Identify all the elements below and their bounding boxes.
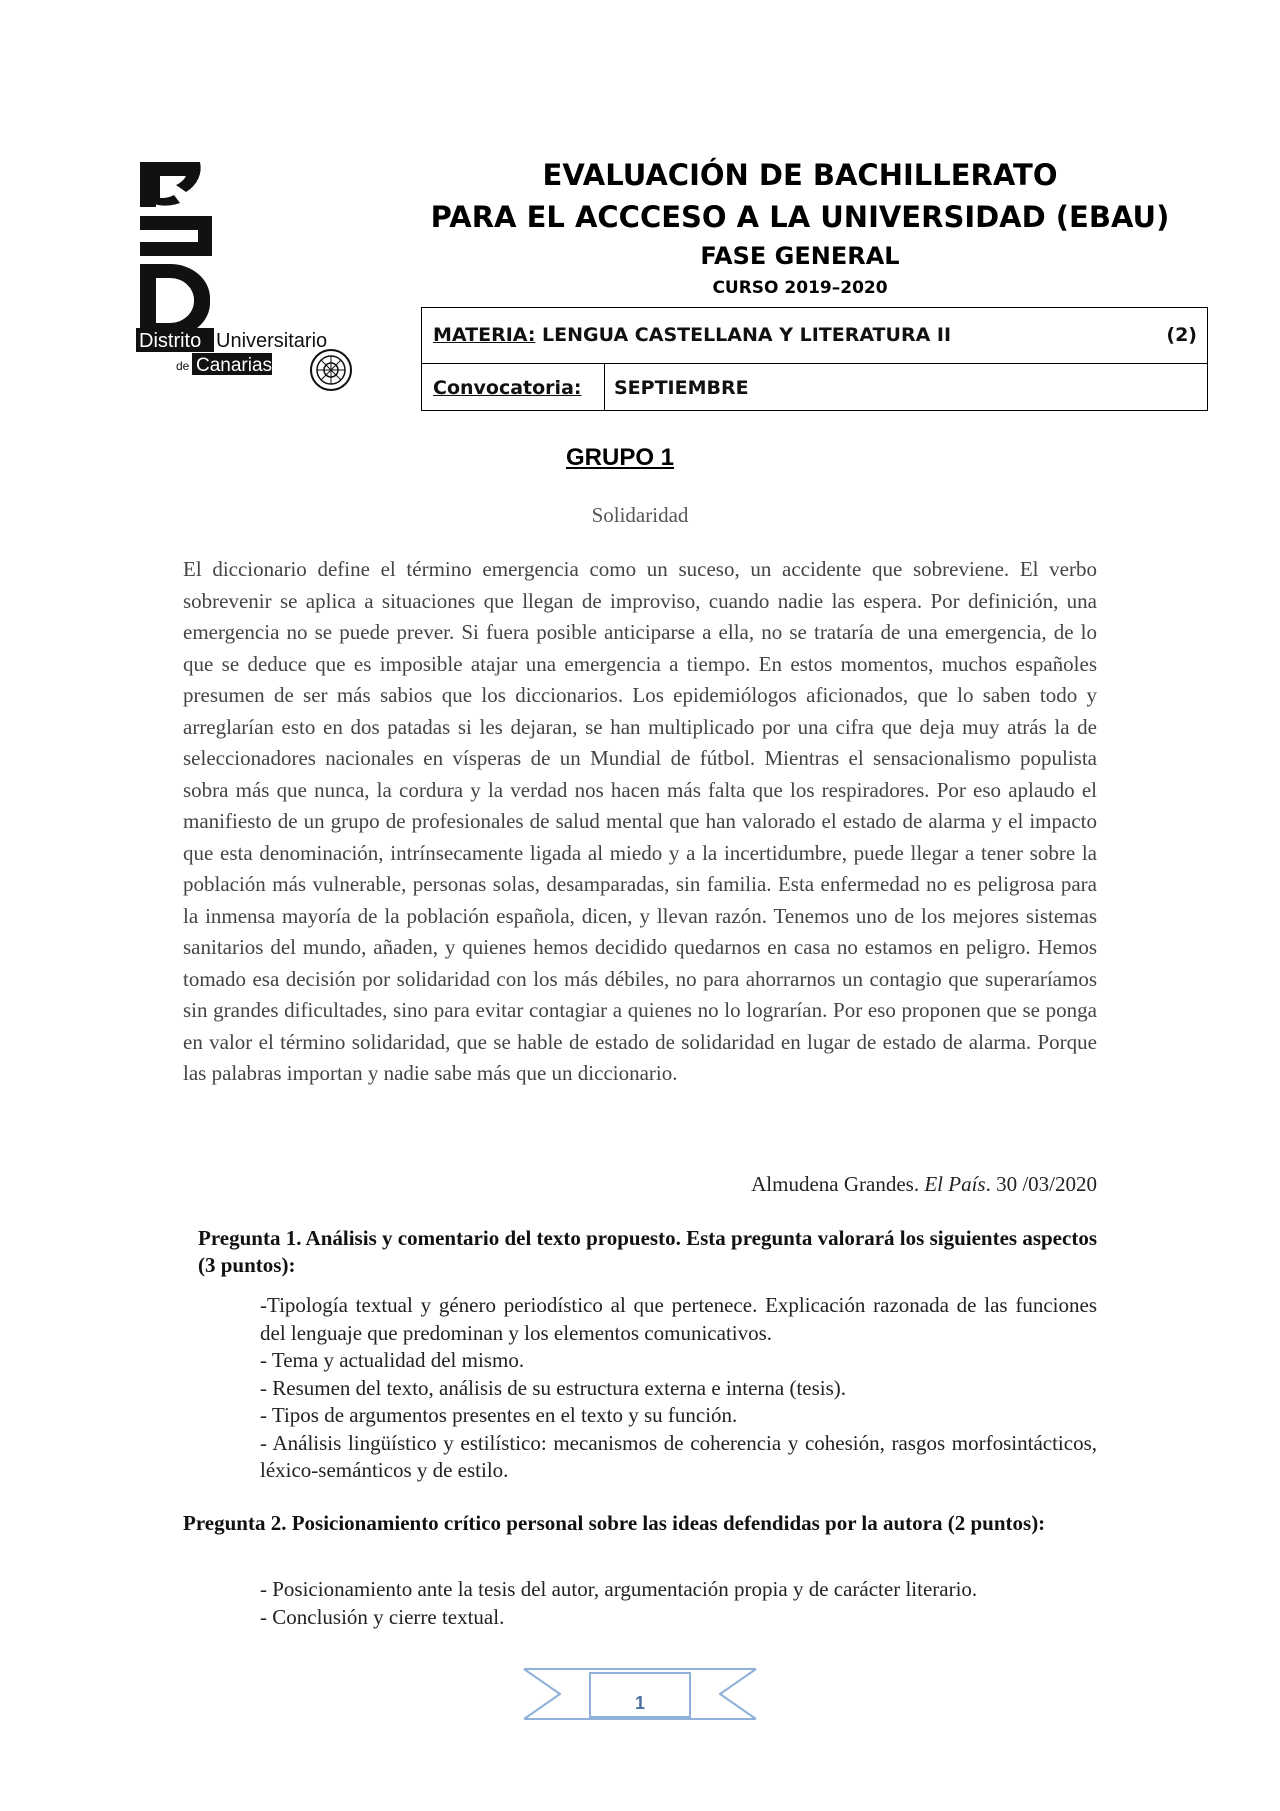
question-2-list <box>260 1575 1097 1631</box>
question-1-list <box>260 1292 1097 1485</box>
list-item: - Conclusión y cierre textual. <box>260 1605 505 1629</box>
materia-row <box>422 308 1207 364</box>
duc-logo <box>136 158 361 393</box>
question-2: Pregunta 2. Posicionamiento crítico personal sobre las ideas defendidas por la autora (2 puntos): <box>183 1511 1046 1535</box>
citation <box>640 1172 1097 1197</box>
exam-info-table <box>421 307 1208 411</box>
convocatoria-row <box>422 364 1207 410</box>
citation-date: . 30 /03/2020 <box>985 1172 1097 1196</box>
logo-text-de: de <box>176 359 190 373</box>
list-item: - Resumen del texto, análisis de su estructura externa e interna (tesis). <box>260 1375 847 1400</box>
citation-author: Almudena Grandes. <box>751 1172 925 1196</box>
logo-text-universitario: Universitario <box>216 330 328 352</box>
duc-monogram <box>140 162 212 337</box>
text-title: Solidaridad <box>591 503 689 527</box>
materia-code: (2) <box>1166 324 1197 346</box>
exam-subtitle: PARA EL ACCCESO A LA UNIVERSIDAD (EBAU) <box>430 200 1170 234</box>
list-item: - Análisis lingüístico y estilístico: mecanismos de coherencia y cohesión, rasgos morfosintácticos, léxico-semánticos y de estilo. <box>260 1430 1097 1482</box>
exam-course: CURSO 2019–2020 <box>712 278 888 298</box>
convocatoria-label: Convocatoria: <box>433 377 582 399</box>
logo-seal-icon <box>311 350 351 390</box>
list-item: - Tipos de argumentos presentes en el texto y su función. <box>260 1403 738 1427</box>
exam-title: EVALUACIÓN DE BACHILLERATO <box>542 158 1058 192</box>
logo-text-canarias: Canarias <box>196 355 273 376</box>
logo-text-distrito: Distrito <box>139 330 202 352</box>
materia-label: MATERIA: <box>433 324 536 346</box>
page-number: 1 <box>634 1693 645 1713</box>
list-item: - Tema y actualidad del mismo. <box>260 1348 525 1372</box>
question-1: Pregunta 1. Análisis y comentario del texto propuesto. Esta pregunta valorará los siguientes aspectos (3 puntos): <box>198 1226 1097 1277</box>
exam-phase: FASE GENERAL <box>700 242 900 270</box>
citation-source: El País <box>924 1172 986 1196</box>
materia-value: LENGUA CASTELLANA Y LITERATURA II <box>535 324 952 346</box>
list-item: - Posicionamiento ante la tesis del autor, argumentación propia y de carácter literario. <box>260 1577 978 1601</box>
list-item: -Tipología textual y género periodístico al que pertenece. Explicación razonada de las funciones del lenguaje que predominan y los elementos comunicativos. <box>260 1293 1097 1345</box>
group-heading: GRUPO 1 <box>565 444 675 471</box>
article-text: El diccionario define el término emergencia como un suceso, un accidente que sobreviene. El verbo sobrevenir se aplica a situaciones que llegan de improviso, cuando nadie las espera. Por definición, una emergencia no se puede prever. Si fuera posible anticiparse a ella, no se trataría de una emergencia, de lo que se deduce que es imposible atajar una emergencia a tiempo. En estos momentos, muchos españoles presumen de ser más sabios que los diccionarios. Los epidemiólogos aficionados, que lo saben todo y arreglarían esto en dos patadas si les dejaran, se han multiplicado por una cifra que deja muy atrás la de seleccionadores nacionales en vísperas de un Mundial de fútbol. Mientras el sensacionalismo populista sobra más que nunca, la cordura y la verdad nos hacen más falta que los respiradores. Por eso aplaudo el manifiesto de un grupo de profesionales de salud mental que han valorado el estado de alarma y el impacto que esta denominación, intrínsecamente ligada al miedo y a la incertidumbre, puede llegar a tener sobre la población más vulnerable, personas solas, desamparadas, sin familia. Esta enfermedad no es peligrosa para la inmensa mayoría de la población española, dicen, y llevan razón. Tenemos uno de los mejores sistemas sanitarios del mundo, añaden, y quienes hemos decidido quedarnos en casa no estamos en peligro. Hemos tomado esa decisión por solidaridad con los más débiles, no para ahorrarnos un contagio que superaríamos sin grandes dificultades, sino para evitar contagiar a quienes no lo lograrían. Por eso proponen que se ponga en valor el término solidaridad, que se hable de estado de solidaridad en lugar de estado de alarma. Porque las palabras importan y nadie sabe más que un diccionario. <box>183 557 1097 1085</box>
convocatoria-value: SEPTIEMBRE <box>614 377 749 399</box>
